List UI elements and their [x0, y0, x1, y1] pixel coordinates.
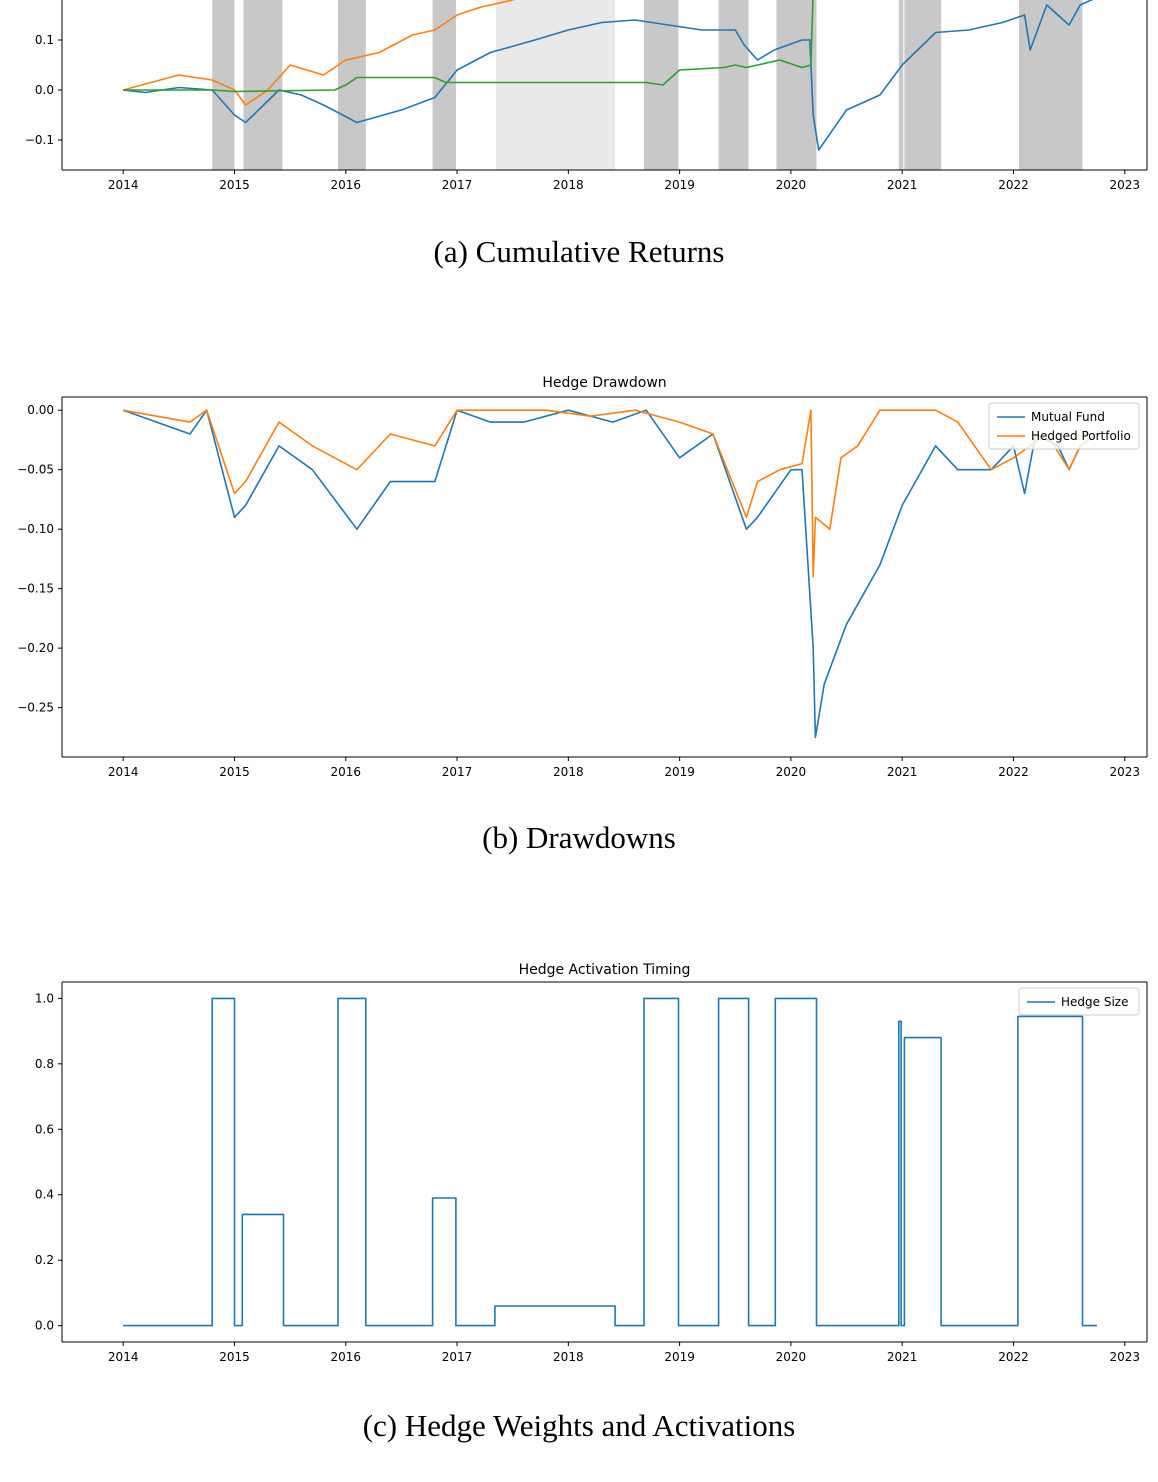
y-tick-label: 0.1: [34, 33, 54, 47]
x-tick-label: 2014: [107, 178, 139, 192]
x-tick-label: 2023: [1109, 178, 1141, 192]
x-tick-label: 2017: [441, 1350, 473, 1364]
series-line-hedge-size: [123, 998, 1097, 1325]
series-line-hedged-portfolio: [123, 410, 1097, 577]
y-tick-label: 0.2: [34, 1253, 54, 1268]
chart-drawdowns: [0, 360, 1158, 800]
x-tick-label: 2018: [553, 1350, 584, 1364]
chart-title: Hedge Drawdown: [542, 375, 667, 391]
legend: [1019, 988, 1139, 1015]
y-tick-label: −0.20: [17, 641, 54, 656]
y-tick-label: 0.00: [27, 403, 54, 418]
y-tick-label: −0.15: [17, 581, 54, 596]
legend-entry: Hedged Portfolio: [1031, 429, 1131, 443]
hedge-period-shade: [496, 0, 615, 170]
x-tick-label: 2019: [664, 765, 695, 779]
plot-area: [123, 410, 1097, 737]
panel-drawdowns: [0, 360, 1158, 870]
x-tick-label: 2018: [553, 178, 584, 192]
y-tick-label: 0.8: [34, 1056, 54, 1071]
series-line-mutual-fund: [123, 410, 1097, 737]
plot-area: [123, 998, 1097, 1325]
y-tick-label: 0.0: [34, 83, 54, 97]
hedge-period-shade: [899, 0, 903, 170]
x-tick-label: 2022: [998, 178, 1029, 192]
legend-entry: Mutual Fund: [1031, 410, 1105, 424]
y-tick-label: −0.05: [17, 462, 54, 477]
x-tick-label: 2015: [219, 178, 250, 192]
y-tick-label: 0.4: [34, 1187, 54, 1202]
hedge-period-shade: [338, 0, 366, 170]
x-tick-label: 2020: [775, 1350, 807, 1364]
x-tick-label: 2017: [441, 178, 473, 192]
caption-cumulative-returns: (a) Cumulative Returns: [433, 234, 725, 269]
chart-hedge-weights: [0, 948, 1158, 1388]
x-tick-label: 2022: [998, 1350, 1029, 1364]
x-tick-label: 2020: [775, 178, 807, 192]
x-tick-label: 2014: [107, 765, 139, 779]
legend: [989, 403, 1139, 449]
caption-hedge-weights: (c) Hedge Weights and Activations: [362, 1408, 796, 1443]
panel-cumulative-returns: [0, 0, 1158, 300]
hedge-period-shade: [776, 0, 816, 170]
x-tick-label: 2016: [330, 178, 362, 192]
y-tick-label: −0.1: [24, 133, 54, 147]
hedge-period-shade: [1019, 0, 1082, 170]
x-tick-label: 2015: [219, 765, 250, 779]
x-tick-label: 2021: [886, 1350, 918, 1364]
plot-area: [123, 0, 1097, 170]
x-tick-label: 2020: [775, 765, 807, 779]
x-tick-label: 2023: [1109, 1350, 1141, 1364]
y-tick-label: −0.25: [17, 700, 54, 715]
chart-cumulative-returns: [0, 0, 1158, 230]
hedge-period-shade: [904, 0, 941, 170]
x-tick-label: 2019: [664, 1350, 695, 1364]
y-tick-label: 0.0: [34, 1318, 54, 1333]
x-tick-label: 2022: [998, 765, 1029, 779]
x-tick-label: 2017: [441, 765, 473, 779]
x-tick-label: 2014: [107, 1350, 139, 1364]
hedge-period-shade: [243, 0, 282, 170]
y-tick-label: −0.10: [17, 522, 54, 537]
x-tick-label: 2018: [553, 765, 584, 779]
caption-drawdowns: (b) Drawdowns: [482, 820, 676, 855]
x-tick-label: 2015: [219, 1350, 250, 1364]
x-tick-label: 2021: [886, 765, 918, 779]
hedge-period-shade: [719, 0, 749, 170]
legend-entry: Hedge Size: [1061, 995, 1129, 1009]
panel-hedge-weights: [0, 948, 1158, 1468]
x-tick-label: 2019: [664, 178, 695, 192]
x-tick-label: 2016: [330, 1350, 362, 1364]
y-tick-label: 0.6: [34, 1122, 54, 1137]
x-tick-label: 2021: [886, 178, 918, 192]
y-tick-label: 1.0: [34, 991, 54, 1006]
x-tick-label: 2016: [330, 765, 362, 779]
chart-title: Hedge Activation Timing: [518, 962, 691, 978]
x-tick-label: 2023: [1109, 765, 1141, 779]
